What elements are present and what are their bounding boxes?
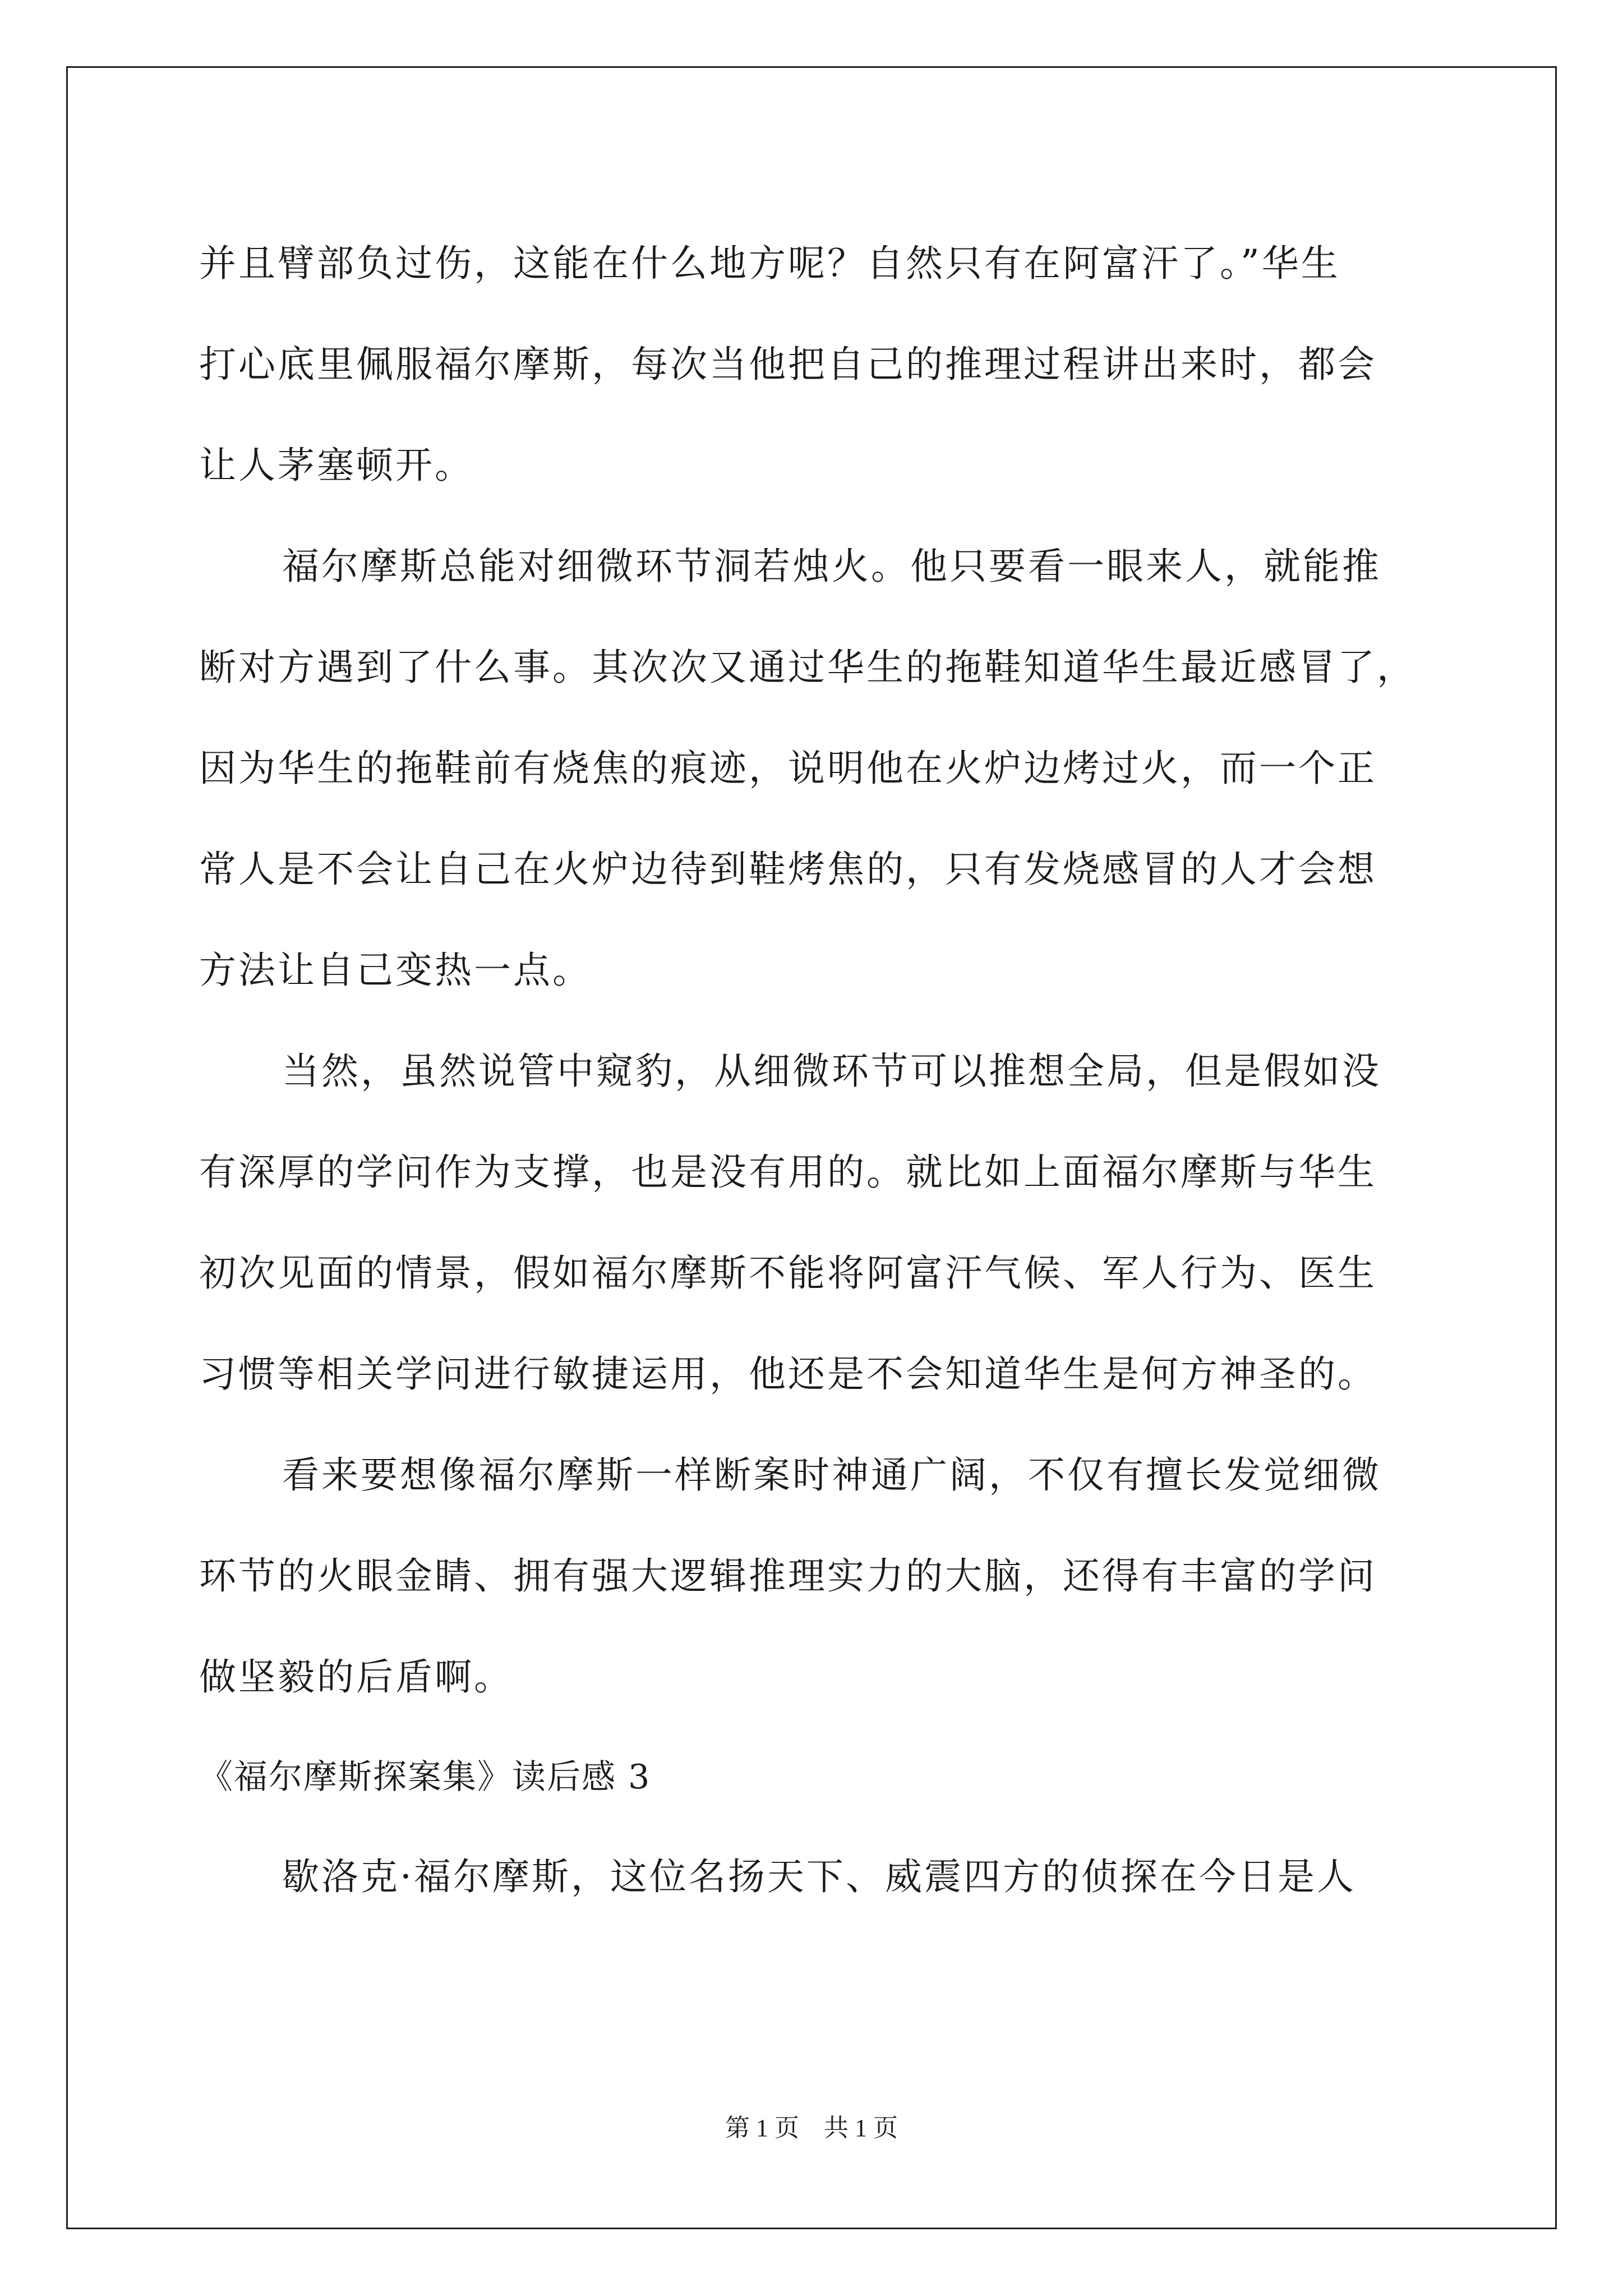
- page-footer: 第 1 页 共 1 页: [725, 2114, 898, 2142]
- text-line: 断对方遇到了什么事。其次次又通过华生的拖鞋知道华生最近感冒了，: [199, 646, 1416, 689]
- text-line: 习惯等相关学问进行敏捷运用，他还是不会知道华生是何方神圣的。: [199, 1352, 1377, 1396]
- text-line: 初次见面的情景，假如福尔摩斯不能将阿富汗气候、军人行为、医生: [199, 1251, 1377, 1295]
- text-line: 打心底里佩服福尔摩斯，每次当他把自己的推理过程讲出来时，都会: [199, 343, 1377, 386]
- paragraph-start-line: 看来要想像福尔摩斯一样断案时神通广阔，不仅有擅长发觉细微: [282, 1453, 1381, 1497]
- paragraph-start-line: 歇洛克·福尔摩斯，这位名扬天下、威震四方的侦探在今日是人: [282, 1855, 1356, 1898]
- text-line: 方法让自己变热一点。: [199, 949, 592, 992]
- document-body: [199, 213, 1438, 1927]
- text-line: 并且臂部负过伤，这能在什么地方呢？自然只有在阿富汗了。”华生: [199, 242, 1340, 285]
- section-heading: 《福尔摩斯探案集》读后感 3: [199, 1757, 651, 1797]
- text-line: 做坚毅的后盾啊。: [199, 1655, 513, 1699]
- text-line: 常人是不会让自己在火炉边待到鞋烤焦的，只有发烧感冒的人才会想: [199, 848, 1377, 891]
- paragraph-start-line: 当然，虽然说管中窥豹，从细微环节可以推想全局，但是假如没: [282, 1050, 1381, 1093]
- paragraph-start-line: 福尔摩斯总能对细微环节洞若烛火。他只要看一眼来人，就能推: [282, 545, 1381, 588]
- text-line: 因为华生的拖鞋前有烧焦的痕迹，说明他在火炉边烤过火，而一个正: [199, 747, 1377, 790]
- text-line: 让人茅塞顿开。: [199, 444, 474, 487]
- text-line: 环节的火眼金睛、拥有强大逻辑推理实力的大脑，还得有丰富的学问: [199, 1554, 1377, 1598]
- text-line: 有深厚的学问作为支撑，也是没有用的。就比如上面福尔摩斯与华生: [199, 1151, 1377, 1194]
